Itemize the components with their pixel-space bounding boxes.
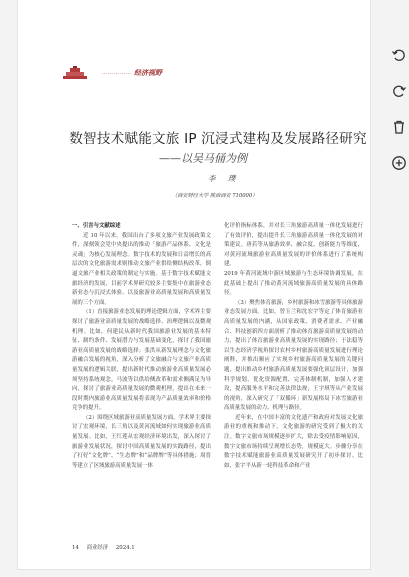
header-dots: …………… [102,70,132,76]
document-page [18,0,370,569]
body-paragraph: 2019 年黄河流域中游区域旅游与生态环境协调发展，在此基础上提出了推动黄河流域旅游高质量发展的具体路径。 [224,270,363,297]
left-column [72,222,211,471]
page-footer [72,543,141,551]
delete-button[interactable] [388,114,409,140]
body-paragraph: 近年来，在中国丰富的文化遗产和政府对发展文化旅游业的重视和推动下，文化旅游的研究受到了极大的关注。数字文旅市场规模逐步扩大，除去受疫情影响原因，数字文旅市场持续呈现增长态势，规模庞大。步骤分享在数字技术赋能旅游业高质量发展研究开了初步探讨。比如，张宇平从新一轮科技革命和产业 [224,414,363,469]
plus-circle-icon [391,155,407,171]
trash-icon [391,119,407,135]
section-label: 经济视野 [134,68,162,77]
body-paragraph: （2）围绕区域旅游业高质量发展方面，学术界主要探讨了宏观环境、长三角以及黄河流域如何实现旅游业高质量发展。比如，王红莲从宏观经济环境出发，深入探讨了旅游业发展状况，探讨中国高质量发展的实践路径，提出了打好“文化牌”、“生态牌”和“品牌牌”等具体措施；周晋等建立了区域旅游高质量发展一体 [72,414,211,469]
rotate-cw-button[interactable] [388,78,409,104]
section-heading: 一、引言与文献综述 [72,223,121,229]
page-number: 14 [72,545,79,551]
journal-issue: 2024.1 [115,545,135,551]
rotate-ccw-button[interactable] [388,42,409,68]
body-paragraph: （3）聚焦体育旅游，乡村旅游和冰雪旅游等具体旅游业态发展方面。比如，曾玉兰和沈宏宇等定了体育旅游业高质量发展的内涵，从国家政策、消费者需求、产业融合、科技创新四方面剖析了推动体育旅游高质量发展的动力，提出了体育旅游业高质量发展的实现路径；于法稳等以生态经济学视角探讨农村乡村旅游高质量发展进行理论阐释，并推出顺应了实现乡村旅游高质量发展的关键问题，提出推动乡村旅游高质量发展要强化顶层设计，加强科学规划，优化资源配置，完善体制机制，加强人才建设，提高服务水平和完善法律法规；王宇琪等从产业发展的视角，深入研究了「双循环」新发展格局下冰雪旅游业高质量发展的动力、机理与路径。 [224,299,363,412]
add-button[interactable] [388,150,409,176]
right-column [224,222,363,471]
rotate-cw-icon [391,83,407,99]
article-subtitle: ——以吴马俑为例 [159,152,247,165]
author-name: 李 璞 [208,174,241,183]
author-affiliation: （西安财经大学 陕西西安 710000） [172,193,258,199]
journal-name: 商业经济 [86,545,109,551]
rotate-ccw-icon [391,47,407,63]
body-paragraph: 近 10 年以来，我国出台了多项文旅产业发展政策文件，深刻领会党中央提出的推动「旅游产品体系、文化是灵魂」为核心发展理念。数字技术的发展和日益增长的高层次的文化旅游需求则推动文旅产业供给侧结构改革，倒逼文旅产业相关政策的制定与实施。基于数字技术赋能文旅经济的发展，目前学术界研究较多主要集中在旅游业态新业态与沉浸式体验、以及旅游业高质量发展和高质量发展的三个方面。 [72,232,211,306]
journal-logo-icon [62,66,88,80]
body-paragraph: （1）直接旅游业态发展的理论逻辑方面，学术界主要探讨了旅游业高质量发展的战略选择、治理逻辑以及微观机理。比如，何建民从新时代我国旅游业发展的基本特征、制约条件、发展潜力与发展基础变化，探讨了我国旅游业高质量发展的战略选择；张洪从新发展理念与文化旅游融合发展的视角，深入分析了文旅融合与文旅产业高质量发展的逻辑关联，提出新时代推动旅游业高质量发展必须坚持系统观念。马波等以供给侧改革和需求侧满足为导向，探讨了旅游业高质量发展的微观机理，提出在未来一段时期内旅游业高质量发展将表现为产品质量效率和价格竞争的提升。 [72,309,211,412]
body-paragraph: 化评价指标体系，并对长三角旅游高质量一体化发展进行了有效评价，提出提升长三角旅游高质量一体化发展的对策建议。唐若等从旅游效率、融合度、创新能力等维度，对黄河流域旅游业高质量发展的评价体系进行了系统构建。 [224,223,363,268]
article-title: 数智技术赋能文旅 IP 沉浸式建构及发展路径研究 [69,131,367,147]
